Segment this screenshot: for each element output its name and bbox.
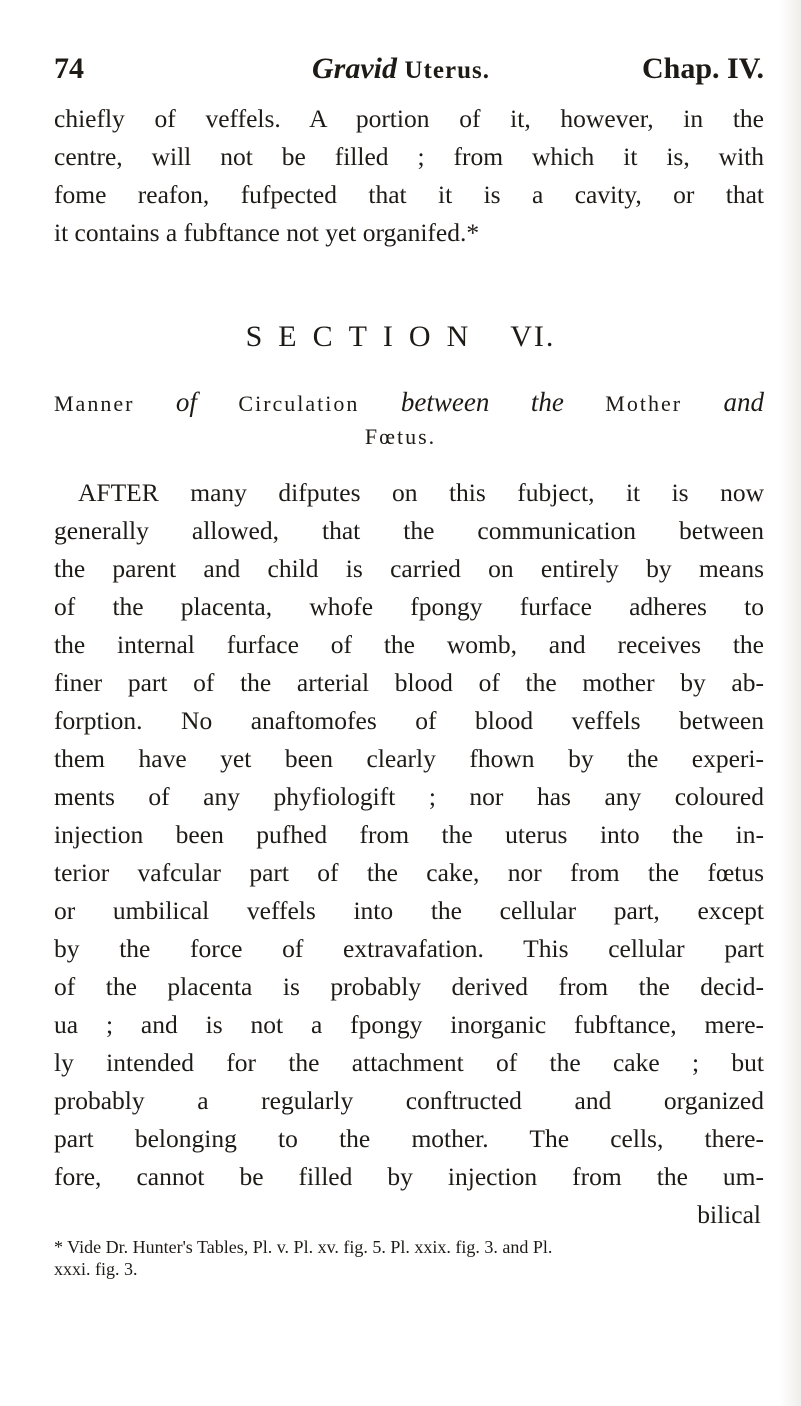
running-header [54,52,764,92]
page-number: 74 [54,52,84,85]
text-line: it contains a fubftance not yet organifed.* [54,218,480,247]
text-line: ly intended for the attachment of the cake ; but [54,1048,764,1077]
text-line: ments of any phyfiologift ; nor has any coloured [54,782,764,811]
subtitle-mother: Mother [605,391,683,416]
subtitle-and: and [723,387,765,417]
page-edge-shadow [779,0,801,1406]
chapter-label: Chap. IV. [641,52,764,85]
section-label: SECTION [245,320,485,353]
text-line: of the placenta is probably derived from the decid- [54,972,764,1001]
subtitle-circulation: Circulation [238,391,360,416]
text-line: forption. No anaftomofes of blood veffels between [54,706,764,735]
text-line: part belonging to the mother. The cells, there- [54,1124,764,1153]
text-line: generally allowed, that the communication between [54,516,764,545]
text-line: centre, will not be filled ; from which it is, with [54,142,764,171]
subtitle-manner: Manner [54,391,135,416]
subtitle-foetus: Fœtus. [364,424,437,449]
subtitle-between-the: between the [400,387,564,417]
catchword: bilical [697,1200,761,1229]
text-line: the parent and child is carried on entirely by means [54,554,764,583]
text-line: fome reafon, fufpected that it is a cavity, or that [54,180,764,209]
running-title-italic: Gravid [312,52,397,85]
text-line: injection been pufhed from the uterus into the in- [54,820,764,849]
running-title [312,52,490,86]
text-line: fore, cannot be filled by injection from the um- [54,1162,764,1191]
section-heading [0,317,801,357]
text-line: chiefly of veffels. A portion of it, however, in the [54,104,764,133]
text-line: the internal furface of the womb, and receives the [54,630,764,659]
running-title-caps: Uterus. [404,57,490,84]
text-line: probably a regularly conftructed and organized [54,1086,764,1115]
text-line: them have yet been clearly fhown by the experi- [54,744,764,773]
footnote-line: * Vide Dr. Hunter's Tables, Pl. v. Pl. xv. fig. 5. Pl. xxix. fig. 3. and Pl. [54,1237,553,1257]
text-line: by the force of extravafation. This cellular part [54,934,764,963]
section-subtitle [54,385,764,421]
text-line: ua ; and is not a fpongy inorganic fubftance, mere- [54,1010,764,1039]
subtitle-of: of [175,387,197,417]
text-line: terior vafcular part of the cake, nor from the fœtus [54,858,764,887]
footnote-line: xxxi. fig. 3. [54,1259,138,1279]
text-line: or umbilical veffels into the cellular part, except [54,896,764,925]
section-number: VI. [510,320,556,353]
text-line: finer part of the arterial blood of the mother by ab- [54,668,764,697]
paragraph-first-line: AFTER many difputes on this fubject, it is now [78,478,764,507]
text-line: of the placenta, whofe fpongy furface adheres to [54,592,764,621]
